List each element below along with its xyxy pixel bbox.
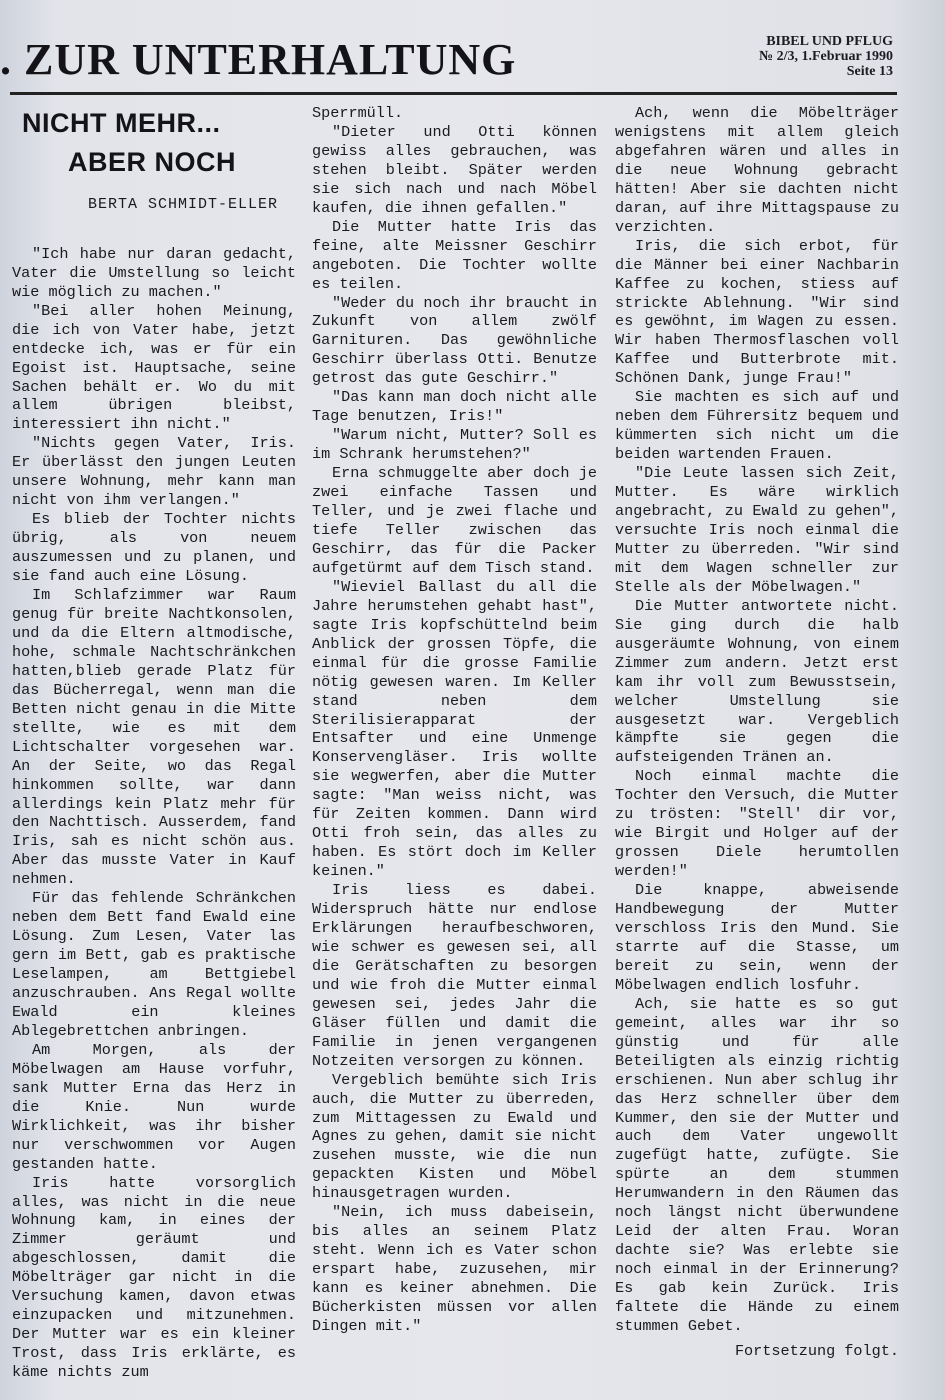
masthead: [0, 26, 945, 92]
paragraph: Die Mutter hatte Iris das feine, alte Meissner Geschirr angeboten. Die Tochter wollte es teilen.: [312, 217, 597, 293]
headline-line-2: ABER NOCH: [68, 146, 237, 177]
paragraph: "Nichts gegen Vater, Iris. Er überlässt den jungen Leuten unsere Wohnung, mehr kann man nicht von ihm verlangen.": [12, 434, 296, 510]
paragraph: "Nein, ich muss dabeisein, bis alles an seinem Platz steht. Wenn ich es Vater schon erspart habe, zuzusehen, mir kann es keiner abnehmen. Die Bücherkisten müssen vor allen Dingen mit.": [312, 1203, 597, 1335]
paragraph: "Weder du noch ihr braucht in Zukunft von allem zwölf Garnituren. Das gewöhnliche Geschirr überlass Otti. Benutze getrost das gute Geschirr.": [312, 293, 597, 388]
paragraph: Vergeblich bemühte sich Iris auch, die Mutter zu überreden, zum Mittagessen zu Ewald und Agnes zu gehen, damit sie nicht zusehen musste, wie die nun gepackten Kisten und Möbel hinausgetragen wurden.: [312, 1070, 597, 1203]
section-title: . ZUR UNTERHALTUNG: [0, 35, 517, 84]
article-column-2: [312, 104, 597, 1336]
issue-date: № 2/3, 1.Februar 1990: [759, 49, 893, 64]
publication-name: BIBEL UND PFLUG: [766, 34, 893, 49]
paragraph: Sperrmüll.: [312, 104, 404, 122]
continuation-note: Fortsetzung folgt.: [734, 1341, 899, 1360]
paragraph: "Wieviel Ballast du all die Jahre herumstehen gehabt hast", sagte Iris kopfschüttelnd beim Anblick der grossen Töpfe, die einmal für die grosse Familie nötig gewesen waren. Im Keller stand neben dem Sterilisierapparat der Entsafter und eine Unmenge Konservengläser. Iris wollte sie wegwerfen, aber die Mutter sagte: "Man weiss nicht, was für Zeiten kommen. Dann wird Otti froh sein, das alles zu haben. Es stört doch im Keller keinen.": [312, 577, 597, 881]
paragraph: Am Morgen, als der Möbelwagen am Hause vorfuhr, sank Mutter Erna das Herz in die Knie. Nun wurde Wirklichkeit, was ihr bisher nur verschwommen vor Augen gestanden hatte.: [12, 1040, 296, 1173]
paragraph: Erna schmuggelte aber doch je zwei einfache Tassen und Teller, und je zwei flache und tiefe Teller zwischen das Geschirr, das für die Packer aufgetürmt auf dem Tisch stand.: [312, 464, 597, 577]
article-column-1: [12, 104, 296, 1382]
paragraph: "Die Leute lassen sich Zeit, Mutter. Es wäre wirklich angebracht, zu Ewald zu gehen", versuchte Iris noch einmal die Mutter zu überreden. "Wir sind mit dem Wagen schneller zur Stelle als der Möbelwagen.": [615, 464, 899, 596]
paragraph: "Warum nicht, Mutter? Soll es im Schrank herumstehen?": [312, 426, 597, 464]
publication-info: [759, 34, 893, 79]
paragraph: Die knappe, abweisende Handbewegung der Mutter verschloss Iris den Mund. Sie starrte auf die Stasse, um bereit zu sein, wenn der Möbelwagen endlich losfuhr.: [615, 881, 899, 994]
paragraph: "Dieter und Otti können gewiss alles gebrauchen, was stehen bleibt. Später werden sie sich nach und nach Möbel kaufen, die ihnen gefallen.": [312, 122, 597, 217]
paragraph: Im Schlafzimmer war Raum genug für breite Nachtkonsolen, und da die Eltern altmodische, hohe, schmale Nachtschränkchen hatten,blieb gerade Platz für das Bücherregal, wenn man die Betten nicht genau in die Mitte stellte, wie es mit dem Lichtschalter vorgesehen war. An der Seite, wo das Regal hinkommen sollte, war dann allerdings kein Platz mehr für den Nachttisch. Ausserdem, fand Iris, sah es nicht schön aus. Aber das musste Vater in Kauf nehmen.: [12, 586, 296, 889]
masthead-rule: [10, 92, 897, 95]
paragraph: Die Mutter antwortete nicht. Sie ging durch die halb ausgeräumte Wohnung, von einem Zimmer zum andern. Jetzt erst kam ihr voll zum Bewusstsein, welcher Umstellung sie ausgesetzt war. Vergeblich kämpfte sie gegen die aufsteigenden Tränen an.: [615, 596, 899, 767]
article-column-3: [615, 104, 899, 1361]
paragraph: "Das kann man doch nicht alle Tage benutzen, Iris!": [312, 388, 597, 426]
paragraph: Iris, die sich erbot, für die Männer bei einer Nachbarin Kaffee zu kochen, stiess auf strickte Ablehnung. "Wir sind es gewöhnt, im Wagen zu essen. Wir haben Thermosflaschen voll Kaffee und Butterbrote mit. Schönen Dank, junge Frau!": [615, 236, 899, 388]
paragraph: Iris liess es dabei. Widerspruch hätte nur endlose Erklärungen heraufbeschworen, wie schwer es gewesen sei, all die Gerätschaften zu besorgen und wie froh die Mutter einmal gewesen sei, jedes Jahr die Gläser füllen und damit die Familie in jenen vergangenen Notzeiten versorgen zu können.: [312, 881, 597, 1070]
author-byline: BERTA SCHMIDT-ELLER: [88, 195, 279, 213]
headline-line-1: NICHT MEHR...: [22, 108, 221, 138]
paragraph: Es blieb der Tochter nichts übrig, als von neuem auszumessen und zu planen, und sie fand auch eine Lösung.: [12, 510, 296, 586]
page-number: Seite 13: [846, 64, 893, 79]
paragraph: Ach, sie hatte es so gut gemeint, alles war ihr so günstig und für alle Beteiligten als einzig richtig erschienen. Nun aber schlug ihr das Herz schneller über dem Kummer, den sie der Mutter und auch dem Vater ungewollt zugefügt hatte, zufügte. Sie spürte an dem stummen Herumwandern in den Räumen das noch längst nicht überwundene Leid der alten Frau. Woran dachte sie? Was erlebte sie noch einmal in der Erinnerung? Es gab kein Zurück. Iris faltete die Hände zu einem stummen Gebet.: [615, 994, 899, 1335]
paragraph: Ach, wenn die Möbelträger wenigstens mit allem gleich abgefahren wären und alles in die neue Wohnung gebracht hätten! Aber sie dachten nicht daran, auf ihre Mittagspause zu verzichten.: [615, 104, 899, 236]
paragraph: "Ich habe nur daran gedacht, Vater die Umstellung so leicht wie möglich zu machen.": [12, 244, 296, 301]
paragraph: Noch einmal machte die Tochter den Versuch, die Mutter zu trösten: "Stell' dir vor, wie Birgit und Holger auf der grossen Diele herumtollen werden!": [615, 767, 899, 881]
paragraph: Iris hatte vorsorglich alles, was nicht in die neue Wohnung kam, in eines der Zimmer geräumt und abgeschlossen, damit die Möbelträger gar nicht in die Versuchung kamen, davon etwas einzupacken und mitzunehmen. Der Mutter war es ein kleiner Trost, dass Iris erklärte, es käme nichts zum: [12, 1173, 296, 1382]
paragraph: Für das fehlende Schränkchen neben dem Bett fand Ewald eine Lösung. Zum Lesen, Vater las gern im Bett, gab es praktische Leselampen, am Bettgiebel anzuschrauben. Ans Regal wollte Ewald ein kleines Ablegebrettchen anbringen.: [12, 889, 296, 1040]
paragraph: Sie machten es sich auf und neben dem Führersitz bequem und kümmerten sich nicht um die beiden wartenden Frauen.: [615, 388, 899, 464]
paragraph: "Bei aller hohen Meinung, die ich von Vater habe, jetzt entdecke ich, was er für ein Egoist ist. Hauptsache, seine Sachen behält er. Wo du mit allem übrigen bleibst, interessiert ihn nicht.": [12, 301, 296, 434]
